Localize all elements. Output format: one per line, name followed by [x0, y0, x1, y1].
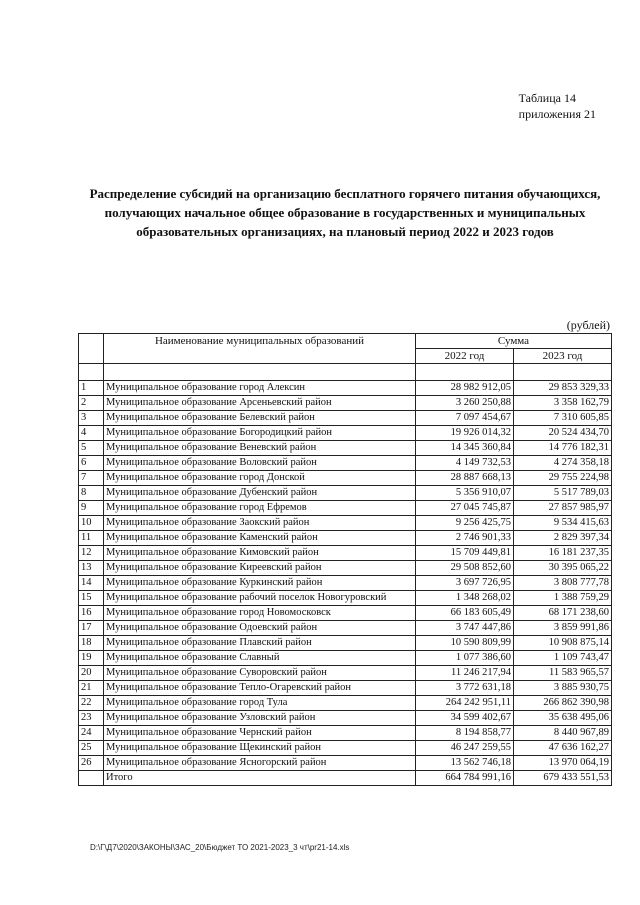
municipality-name: Муниципальное образование Кимовский район	[104, 546, 416, 561]
row-number: 15	[79, 591, 104, 606]
row-number: 24	[79, 726, 104, 741]
row-number: 13	[79, 561, 104, 576]
appendix-label: приложения 21	[518, 107, 596, 121]
table-row	[79, 501, 612, 516]
table-label: Таблица 14	[518, 91, 576, 105]
municipality-name: Муниципальное образование Славный	[104, 651, 416, 666]
amount-2023: 2 829 397,34	[514, 531, 612, 546]
row-number: 11	[79, 531, 104, 546]
amount-2023: 10 908 875,14	[514, 636, 612, 651]
amount-2022: 28 887 668,13	[416, 471, 514, 486]
amount-2023: 29 755 224,98	[514, 471, 612, 486]
row-number: 19	[79, 651, 104, 666]
table-row	[79, 516, 612, 531]
amount-2022: 8 194 858,77	[416, 726, 514, 741]
amount-2022: 7 097 454,67	[416, 411, 514, 426]
table-row	[79, 651, 612, 666]
total-2023: 679 433 551,53	[514, 771, 612, 786]
municipality-name: Муниципальное образование Чернский район	[104, 726, 416, 741]
amount-2023: 1 388 759,29	[514, 591, 612, 606]
table-row	[79, 666, 612, 681]
file-path-footer: D:\Г\Д7\2020\ЗАКОНЫ\ЗАС_20\Бюджет ТО 2021-2023_3 чт\pr21-14.xls	[90, 843, 350, 852]
table-row	[79, 756, 612, 771]
document-title: Распределение субсидий на организацию бесплатного горячего питания обучающихся, получающих начальное общее образование в государственных и муниципальных образовательных организациях, на плановый период 2022 и 2023 годов	[89, 186, 601, 239]
table-row	[79, 636, 612, 651]
row-number: 17	[79, 621, 104, 636]
row-number: 23	[79, 711, 104, 726]
amount-2022: 14 345 360,84	[416, 441, 514, 456]
amount-2022: 1 348 268,02	[416, 591, 514, 606]
amount-2022: 11 246 217,94	[416, 666, 514, 681]
amount-2022: 27 045 745,87	[416, 501, 514, 516]
total-2022: 664 784 991,16	[416, 771, 514, 786]
municipality-name: Муниципальное образование Заокский район	[104, 516, 416, 531]
header-name: Наименование муниципальных образований	[104, 334, 416, 364]
header-number-cell	[79, 334, 104, 364]
row-number: 20	[79, 666, 104, 681]
amount-2023: 266 862 390,98	[514, 696, 612, 711]
table-row	[79, 486, 612, 501]
row-number: 25	[79, 741, 104, 756]
amount-2023: 11 583 965,57	[514, 666, 612, 681]
amount-2023: 68 171 238,60	[514, 606, 612, 621]
amount-2022: 34 599 402,67	[416, 711, 514, 726]
row-number: 12	[79, 546, 104, 561]
municipality-name: Муниципальное образование город Донской	[104, 471, 416, 486]
municipality-name: Муниципальное образование Веневский район	[104, 441, 416, 456]
municipality-name: Муниципальное образование город Тула	[104, 696, 416, 711]
municipality-name: Муниципальное образование Одоевский район	[104, 621, 416, 636]
total-number-cell	[79, 771, 104, 786]
total-label: Итого	[104, 771, 416, 786]
total-row	[79, 771, 612, 786]
subsidy-table	[78, 333, 612, 786]
amount-2022: 5 356 910,07	[416, 486, 514, 501]
municipality-name: Муниципальное образование Ясногорский район	[104, 756, 416, 771]
table-body	[79, 364, 612, 786]
table-row	[79, 621, 612, 636]
table-row	[79, 531, 612, 546]
municipality-name: Муниципальное образование Белевский район	[104, 411, 416, 426]
table-row	[79, 576, 612, 591]
amount-2023: 7 310 605,85	[514, 411, 612, 426]
row-number: 16	[79, 606, 104, 621]
amount-2023: 3 358 162,79	[514, 396, 612, 411]
unit-label: (рублей)	[566, 318, 610, 332]
amount-2023: 1 109 743,47	[514, 651, 612, 666]
table-row	[79, 726, 612, 741]
amount-2022: 29 508 852,60	[416, 561, 514, 576]
table-row	[79, 546, 612, 561]
amount-2023: 3 859 991,86	[514, 621, 612, 636]
spacer-cell	[79, 364, 104, 381]
amount-2022: 2 746 901,33	[416, 531, 514, 546]
table-reference	[519, 90, 596, 122]
table-row	[79, 396, 612, 411]
spacer-cell	[104, 364, 416, 381]
table-row	[79, 741, 612, 756]
municipality-name: Муниципальное образование город Новомосковск	[104, 606, 416, 621]
municipality-name: Муниципальное образование Дубенский район	[104, 486, 416, 501]
municipality-name: Муниципальное образование Каменский район	[104, 531, 416, 546]
row-number: 26	[79, 756, 104, 771]
municipality-name: Муниципальное образование Суворовский район	[104, 666, 416, 681]
amount-2022: 264 242 951,11	[416, 696, 514, 711]
table-row	[79, 696, 612, 711]
amount-2023: 8 440 967,89	[514, 726, 612, 741]
amount-2023: 20 524 434,70	[514, 426, 612, 441]
municipality-name: Муниципальное образование Узловский район	[104, 711, 416, 726]
amount-2023: 13 970 064,19	[514, 756, 612, 771]
amount-2022: 13 562 746,18	[416, 756, 514, 771]
row-number: 2	[79, 396, 104, 411]
table-row	[79, 381, 612, 396]
amount-2022: 3 260 250,88	[416, 396, 514, 411]
table-row	[79, 591, 612, 606]
row-number: 14	[79, 576, 104, 591]
row-number: 1	[79, 381, 104, 396]
table-row	[79, 606, 612, 621]
amount-2023: 5 517 789,03	[514, 486, 612, 501]
amount-2023: 35 638 495,06	[514, 711, 612, 726]
municipality-name: Муниципальное образование Тепло-Огаревский район	[104, 681, 416, 696]
amount-2023: 14 776 182,31	[514, 441, 612, 456]
table-row	[79, 411, 612, 426]
amount-2023: 29 853 329,33	[514, 381, 612, 396]
spacer-cell	[514, 364, 612, 381]
municipality-name: Муниципальное образование Богородицкий район	[104, 426, 416, 441]
row-number: 9	[79, 501, 104, 516]
amount-2022: 3 772 631,18	[416, 681, 514, 696]
row-number: 18	[79, 636, 104, 651]
table-row	[79, 456, 612, 471]
amount-2022: 10 590 809,99	[416, 636, 514, 651]
municipality-name: Муниципальное образование Киреевский район	[104, 561, 416, 576]
municipality-name: Муниципальное образование Воловский район	[104, 456, 416, 471]
municipality-name: Муниципальное образование Арсеньевский район	[104, 396, 416, 411]
table-row	[79, 441, 612, 456]
amount-2022: 46 247 259,55	[416, 741, 514, 756]
amount-2022: 1 077 386,60	[416, 651, 514, 666]
municipality-name: Муниципальное образование город Ефремов	[104, 501, 416, 516]
header-sum: Сумма	[416, 334, 612, 349]
amount-2022: 9 256 425,75	[416, 516, 514, 531]
amount-2022: 19 926 014,32	[416, 426, 514, 441]
row-number: 8	[79, 486, 104, 501]
amount-2022: 28 982 912,05	[416, 381, 514, 396]
header-year-2023: 2023 год	[514, 349, 612, 364]
table-row	[79, 561, 612, 576]
row-number: 5	[79, 441, 104, 456]
amount-2022: 66 183 605,49	[416, 606, 514, 621]
row-number: 10	[79, 516, 104, 531]
amount-2023: 3 885 930,75	[514, 681, 612, 696]
amount-2023: 9 534 415,63	[514, 516, 612, 531]
table-row	[79, 471, 612, 486]
municipality-name: Муниципальное образование Щекинский район	[104, 741, 416, 756]
row-number: 3	[79, 411, 104, 426]
table-row	[79, 681, 612, 696]
municipality-name: Муниципальное образование город Алексин	[104, 381, 416, 396]
row-number: 6	[79, 456, 104, 471]
amount-2023: 16 181 237,35	[514, 546, 612, 561]
amount-2023: 27 857 985,97	[514, 501, 612, 516]
municipality-name: Муниципальное образование рабочий поселок Новогуровский	[104, 591, 416, 606]
amount-2023: 47 636 162,27	[514, 741, 612, 756]
amount-2022: 4 149 732,53	[416, 456, 514, 471]
amount-2022: 3 747 447,86	[416, 621, 514, 636]
row-number: 22	[79, 696, 104, 711]
row-number: 4	[79, 426, 104, 441]
spacer-cell	[416, 364, 514, 381]
header-year-2022: 2022 год	[416, 349, 514, 364]
table-row	[79, 711, 612, 726]
municipality-name: Муниципальное образование Куркинский район	[104, 576, 416, 591]
row-number: 21	[79, 681, 104, 696]
amount-2023: 30 395 065,22	[514, 561, 612, 576]
amount-2022: 3 697 726,95	[416, 576, 514, 591]
amount-2023: 4 274 358,18	[514, 456, 612, 471]
amount-2023: 3 808 777,78	[514, 576, 612, 591]
table-row	[79, 426, 612, 441]
municipality-name: Муниципальное образование Плавский район	[104, 636, 416, 651]
table-spacer-row	[79, 364, 612, 381]
row-number: 7	[79, 471, 104, 486]
amount-2022: 15 709 449,81	[416, 546, 514, 561]
